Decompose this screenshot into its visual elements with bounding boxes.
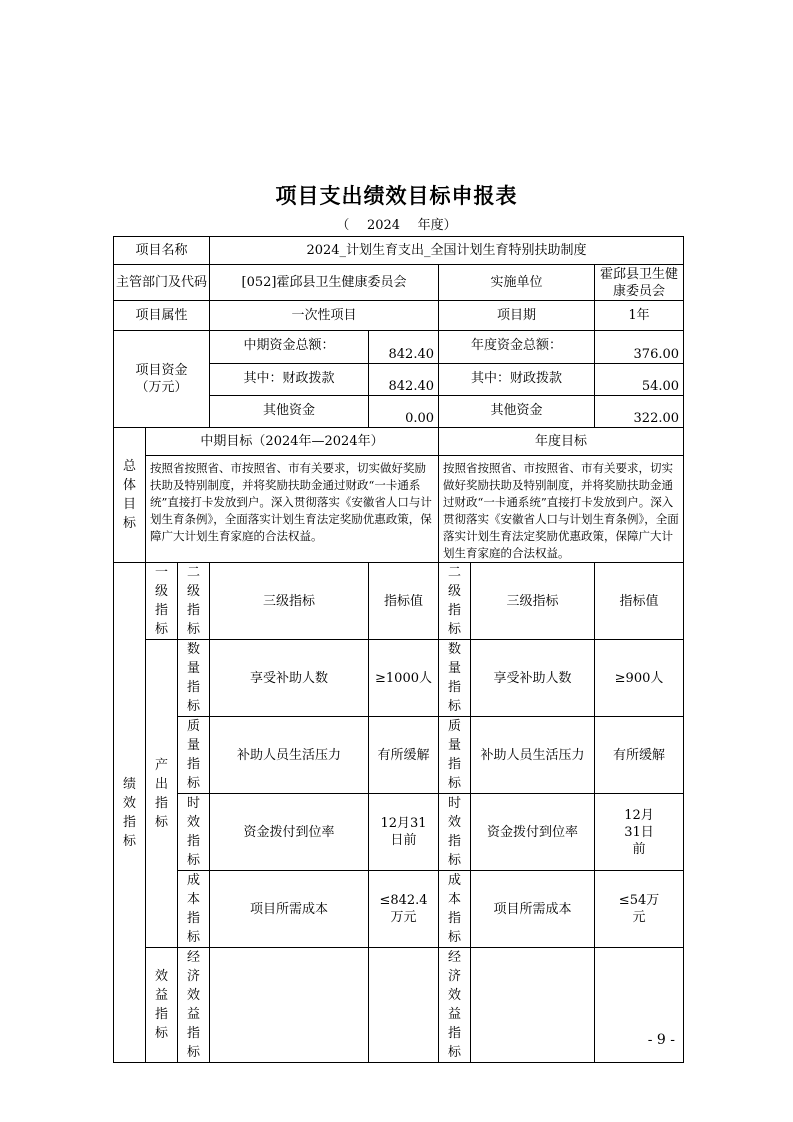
mid-fiscal-label: 其中：财政拨款 (210, 364, 369, 396)
h-level3: 三级指标 (210, 563, 369, 640)
row1-value-year: 有所缓解 (595, 717, 684, 794)
row0-value-year: ≥900人 (595, 640, 684, 717)
benefit-value (369, 948, 439, 1063)
year-fiscal-value: 54.00 (595, 364, 684, 396)
row1-l2-year (439, 717, 471, 794)
row3-l3: 项目所需成本 (210, 871, 369, 948)
output-indicator-label (146, 640, 178, 948)
h-level2-year-text: 二级指标 (448, 565, 462, 637)
funds-label: 项目资金（万元） (114, 331, 210, 428)
benefit-l2-year-text: 经济效益指标 (448, 950, 462, 1060)
performance-table (113, 236, 684, 1063)
row1-l2 (178, 717, 210, 794)
h-level2 (178, 563, 210, 640)
benefit-l2-year (439, 948, 471, 1063)
row1-l2-year-text: 质量指标 (448, 719, 462, 791)
page-number: - 9 - (647, 1032, 675, 1048)
benefit-indicator-label (146, 948, 178, 1063)
impl-unit-value: 霍邱县卫生健康委员会 (595, 265, 684, 301)
mid-other-label: 其他资金 (210, 396, 369, 428)
h-level1-text: 一级指标 (155, 565, 169, 637)
mid-goal-header: 中期目标（2024年—2024年） (146, 428, 439, 456)
period-value: 1年 (595, 301, 684, 331)
benefit-l3 (210, 948, 369, 1063)
row2-value-year: 12月31日前 (595, 794, 684, 871)
row3-l2-year-text: 成本指标 (448, 873, 462, 945)
row3-l2-text: 成本指标 (187, 873, 201, 945)
impl-unit-label: 实施单位 (439, 265, 595, 301)
row2-l3: 资金拨付到位率 (210, 794, 369, 871)
period-label: 项目期 (439, 301, 595, 331)
row3-l2-year (439, 871, 471, 948)
row2-l3-year: 资金拨付到位率 (471, 794, 595, 871)
year-fiscal-label: 其中：财政拨款 (439, 364, 595, 396)
dept-label: 主管部门及代码 (114, 265, 210, 301)
row2-l2-year-text: 时效指标 (448, 796, 462, 868)
dept-value: [052]霍邱县卫生健康委员会 (210, 265, 439, 301)
year-line (0, 214, 793, 233)
year-total-label: 年度资金总额： (439, 331, 595, 364)
year-label: 年度） (417, 218, 457, 233)
row0-value: ≥1000人 (369, 640, 439, 717)
row1-l3-year: 补助人员生活压力 (471, 717, 595, 794)
mid-fiscal-value: 842.40 (369, 364, 439, 396)
year-other-label: 其他资金 (439, 396, 595, 428)
project-name-label: 项目名称 (114, 237, 210, 265)
row3-l3-year: 项目所需成本 (471, 871, 595, 948)
year-open: （ (336, 218, 350, 233)
row0-l3-year: 享受补助人数 (471, 640, 595, 717)
row2-value: 12月31日前 (369, 794, 439, 871)
year-total-value: 376.00 (595, 331, 684, 364)
attr-label: 项目属性 (114, 301, 210, 331)
benefit-indicator-text: 效益指标 (155, 969, 169, 1041)
year-value: 2024 (366, 218, 401, 233)
h-level2-text: 二级指标 (187, 565, 201, 637)
mid-total-value: 842.40 (369, 331, 439, 364)
row2-l2-text: 时效指标 (187, 796, 201, 868)
row1-l3: 补助人员生活压力 (210, 717, 369, 794)
form-title: 项目支出绩效目标申报表 (275, 184, 518, 208)
year-other-value: 322.00 (595, 396, 684, 428)
row3-l2 (178, 871, 210, 948)
project-name-value: 2024_计划生育支出_全国计划生育特别扶助制度 (210, 237, 684, 265)
h-value: 指标值 (369, 563, 439, 640)
row0-l2-year (439, 640, 471, 717)
year-goal-header: 年度目标 (439, 428, 684, 456)
row0-l2-year-text: 数量指标 (448, 642, 462, 714)
year-goal-text: 按照省按照省、市按照省、市有关要求，切实做好奖励扶助及特别制度，并将奖励扶助金通过财政“一卡通系统”直接打卡发放到户。深入贯彻落实《安徽省人口与计划生育条例》，全面落实计划生育法定奖励优惠政策，保障广大计划生育家庭的合法权益。 (439, 456, 684, 563)
goals-label-text: 总体目标 (123, 459, 137, 531)
benefit-l3-year (471, 948, 595, 1063)
goals-label (114, 428, 146, 563)
row0-l3: 享受补助人数 (210, 640, 369, 717)
h-level1 (146, 563, 178, 640)
mid-goal-text: 按照省按照省、市按照省、市有关要求，切实做好奖励扶助及特别制度，并将奖励扶助金通过财政“一卡通系统”直接打卡发放到户。深入贯彻落实《安徽省人口与计划生育条例》，全面落实计划生育法定奖励优惠政策，保障广大计划生育家庭的合法权益。 (146, 456, 439, 563)
row0-l2-text: 数量指标 (187, 642, 201, 714)
indicators-section-label (114, 563, 146, 1063)
row1-value: 有所缓解 (369, 717, 439, 794)
row2-l2-year (439, 794, 471, 871)
h-level3-year: 三级指标 (471, 563, 595, 640)
row2-l2 (178, 794, 210, 871)
row3-value-year: ≤54万元 (595, 871, 684, 948)
row1-l2-text: 质量指标 (187, 719, 201, 791)
indicators-section-text: 绩效指标 (123, 776, 137, 849)
h-value-year: 指标值 (595, 563, 684, 640)
mid-other-value: 0.00 (369, 396, 439, 428)
benefit-l2 (178, 948, 210, 1063)
benefit-l2-text: 经济效益指标 (187, 950, 201, 1060)
h-level2-year (439, 563, 471, 640)
row3-value: ≤842.4万元 (369, 871, 439, 948)
output-indicator-text: 产出指标 (155, 757, 169, 830)
row0-l2 (178, 640, 210, 717)
attr-value: 一次性项目 (210, 301, 439, 331)
mid-total-label: 中期资金总额： (210, 331, 369, 364)
